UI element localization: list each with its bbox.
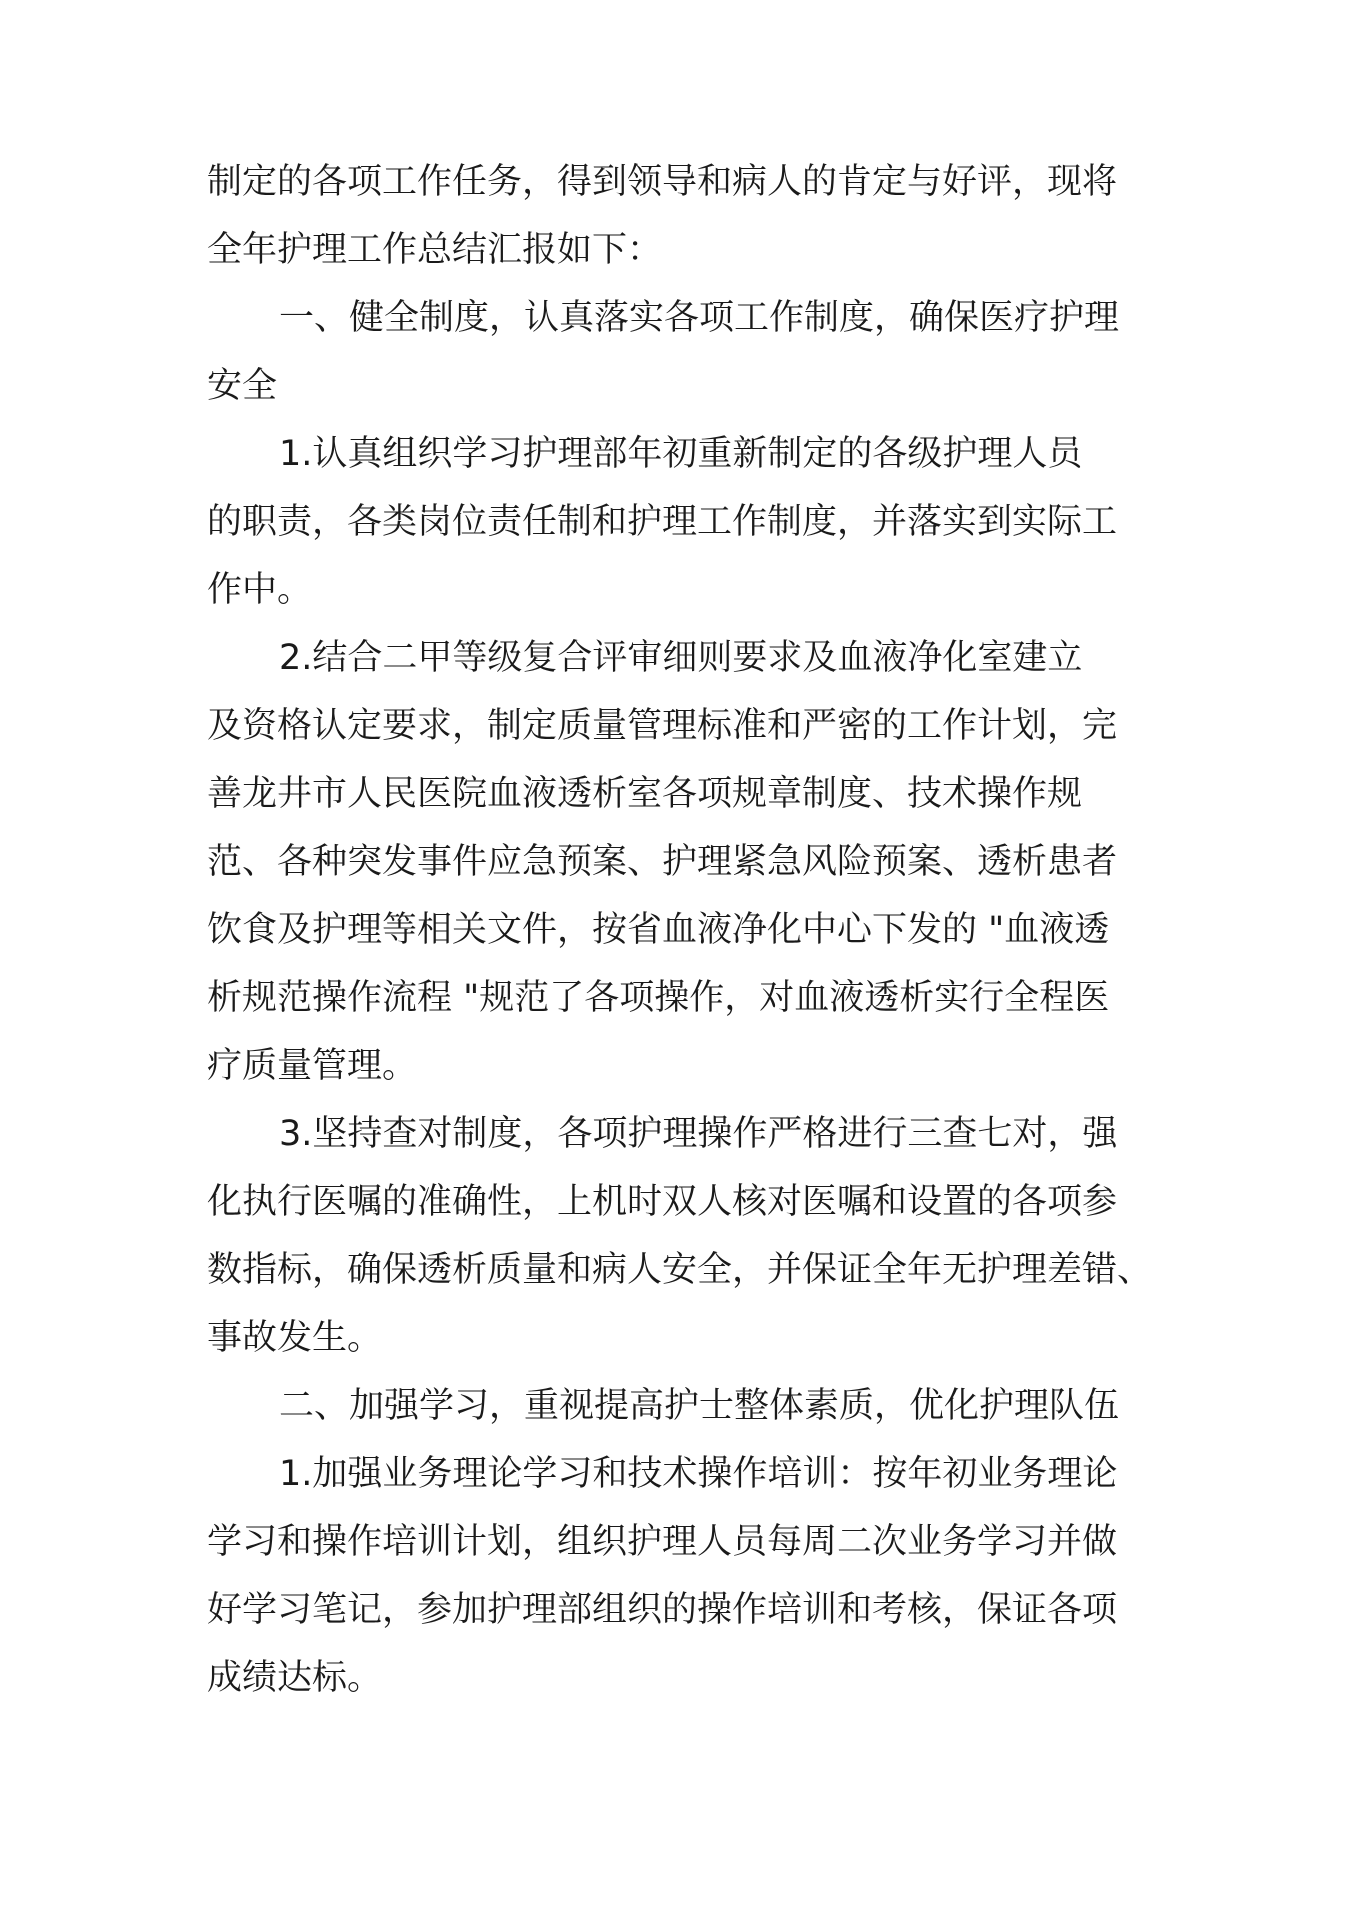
text-line: 事故发生。	[207, 1318, 383, 1358]
text-line: 范、各种突发事件应急预案、护理紧急风险预案、透析患者	[207, 842, 1118, 882]
section-heading: 二、加强学习，重视提高护士整体素质，优化护理队伍	[279, 1386, 1120, 1426]
text-line: 安全	[207, 366, 278, 406]
text-line: 化执行医嘱的准确性，上机时双人核对医嘱和设置的各项参	[207, 1182, 1118, 1222]
text-line: 全年护理工作总结汇报如下：	[207, 230, 663, 270]
list-item-start: 3.坚持查对制度，各项护理操作严格进行三查七对，强	[279, 1114, 1118, 1154]
text-line: 作中。	[207, 570, 313, 610]
text-line: 疗质量管理。	[207, 1046, 418, 1086]
text-line: 饮食及护理等相关文件，按省血液净化中心下发的 "血液透	[207, 910, 1110, 950]
text-line: 数指标，确保透析质量和病人安全，并保证全年无护理差错、	[207, 1250, 1153, 1290]
text-line: 析规范操作流程 "规范了各项操作，对血液透析实行全程医	[207, 978, 1110, 1018]
text-line: 好学习笔记，参加护理部组织的操作培训和考核，保证各项	[207, 1590, 1118, 1630]
text-line: 制定的各项工作任务，得到领导和病人的肯定与好评，现将	[207, 162, 1118, 202]
text-line: 及资格认定要求，制定质量管理标准和严密的工作计划，完	[207, 706, 1118, 746]
text-line: 的职责，各类岗位责任制和护理工作制度，并落实到实际工	[207, 502, 1118, 542]
text-line: 学习和操作培训计划，组织护理人员每周二次业务学习并做	[207, 1522, 1118, 1562]
list-item-start: 1.加强业务理论学习和技术操作培训：按年初业务理论	[279, 1454, 1118, 1494]
text-line: 善龙井市人民医院血液透析室各项规章制度、技术操作规	[207, 774, 1083, 814]
text-line: 成绩达标。	[207, 1658, 383, 1698]
list-item-start: 2.结合二甲等级复合评审细则要求及血液净化室建立	[279, 638, 1083, 678]
section-heading: 一、健全制度，认真落实各项工作制度，确保医疗护理	[279, 298, 1120, 338]
document-body	[207, 148, 1167, 1712]
list-item-start: 1.认真组织学习护理部年初重新制定的各级护理人员	[279, 434, 1083, 474]
